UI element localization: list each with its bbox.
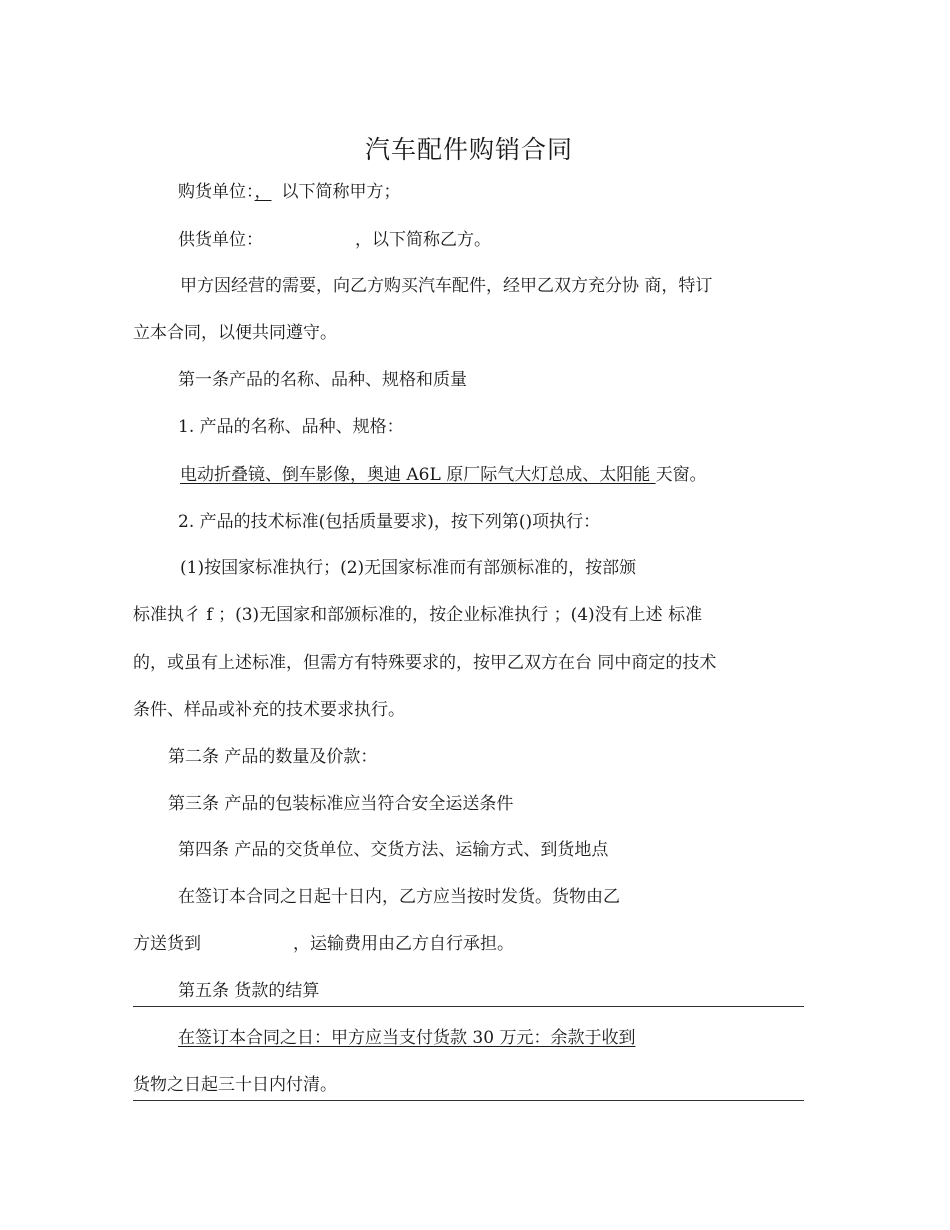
delivery-suffix: ，运输费用由乙方自行承担。	[293, 934, 514, 954]
article-1-products	[180, 463, 707, 487]
rule-divider-2	[133, 1100, 804, 1101]
buyer-suffix: 以下简称甲方；	[281, 182, 401, 202]
standard-line-4: 条件、样品或补充的技术要求执行。	[133, 700, 405, 720]
article-4-line-2	[133, 932, 514, 956]
seller-suffix: ，以下简称乙方。	[355, 230, 491, 250]
buyer-line	[178, 180, 401, 204]
intro-line-2: 立本合同，以便共同遵守。	[133, 323, 337, 343]
delivery-prefix: 方送货到	[133, 934, 201, 954]
standard-line-1: (1)按国家标准执行；(2)无国家标准而有部颁标准的，按部颁	[180, 558, 637, 578]
standard-line-2: 标准执彳 f ；(3)无国家和部颁标准的，按企业标准执行 ；(4)没有上述 标准	[133, 605, 703, 625]
buyer-value: ，	[254, 182, 272, 202]
article-2-heading: 第二条 产品的数量及价款：	[168, 747, 378, 767]
products-underlined: 电动折叠镜、倒车影像，奥迪 A6L 原厂际气大灯总成、太阳能	[180, 465, 656, 485]
article-1-heading: 第一条产品的名称、品种、规格和质量	[178, 370, 467, 390]
standard-line-3: 的，或虽有上述标准，但需方有特殊要求的，按甲乙双方在台 同中商定的技术	[133, 653, 717, 673]
seller-label: 供货单位：	[178, 230, 263, 250]
intro-line-1: 甲方因经营的需要，向乙方购买汽车配件，经甲乙双方充分协 商，特订	[180, 276, 713, 296]
rule-divider-1	[133, 1006, 804, 1007]
document-title: 汽车配件购销合同	[364, 135, 573, 164]
article-1-item-1: 1. 产品的名称、品种、规格：	[178, 417, 404, 437]
buyer-label: 购货单位：	[178, 182, 255, 202]
article-1-item-2: 2. 产品的技术标准(包括质量要求)，按下列第()项执行：	[178, 512, 601, 532]
products-end: 天窗。	[655, 465, 707, 485]
article-5-heading: 第五条 货款的结算	[178, 981, 320, 1001]
article-4-heading: 第四条 产品的交货单位、交货方法、运输方式、到货地点	[178, 840, 609, 860]
seller-line	[178, 228, 491, 252]
article-5-line-1	[178, 1026, 635, 1050]
article-5-line-2: 货物之日起三十日内付清。	[133, 1075, 337, 1095]
article-4-line-1: 在签订本合同之日起十日内，乙方应当按时发货。货物由乙	[178, 887, 620, 907]
payment-terms-underlined: 在签订本合同之日：甲方应当支付货款 30 万元：余款于收到	[178, 1028, 636, 1048]
article-3-heading: 第三条 产品的包装标准应当符合安全运送条件	[168, 794, 514, 814]
